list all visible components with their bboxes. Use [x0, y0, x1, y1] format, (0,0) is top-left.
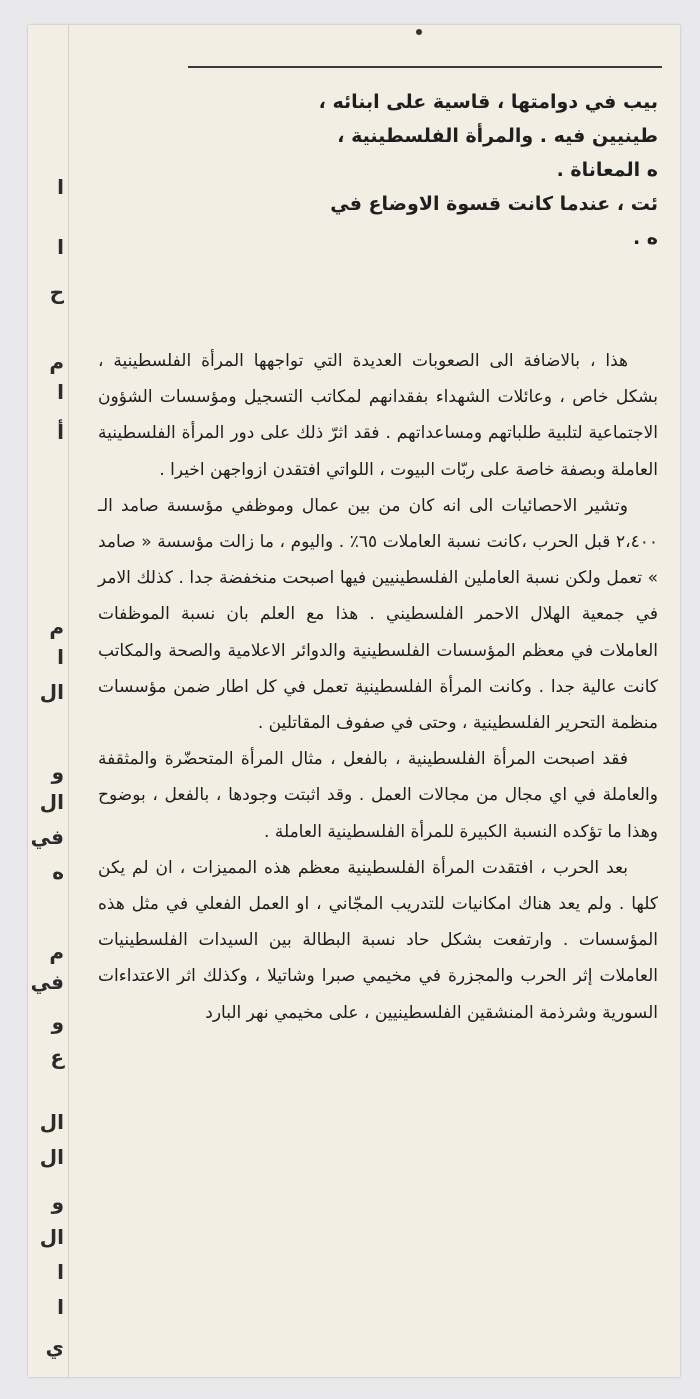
fragment-text: ا [57, 645, 64, 669]
column-rule [188, 66, 662, 68]
text-line: ه . [632, 227, 658, 249]
ink-dot [416, 29, 422, 35]
fragment-text: ا [57, 175, 64, 199]
fragment-text: ح [49, 280, 64, 304]
fragment-text: ا [57, 1260, 64, 1284]
fragment-text: م [49, 350, 64, 374]
text-line: ئت ، عندما كانت قسوة الاوضاع في [330, 193, 658, 215]
fragment-text: ال [39, 1225, 64, 1249]
fragment-text: ي [45, 1335, 64, 1359]
fragment-text: ال [39, 1145, 64, 1169]
paragraph: بعد الحرب ، افتقدت المرأة الفلسطينية معظم هذه المميزات ، ان لم يكن كلها . ولم يعد هناك امكانيات للتدريب المجّاني ، او العمل الفعلي في مثل هذه المؤسسات . وارتفعت بشكل حاد نسبة البطالة بين السيدات الفلسطينيات العاملات إثر الحرب والمجزرة في مخيمي صبرا وشاتيلا ، وكذلك اثر الاعتداءات السورية وشرذمة المنشقين الفلسطينيين ، على مخيمي نهر البارد [98, 857, 658, 1023]
fragment-text: في [30, 825, 64, 849]
fragment-text: ال [39, 680, 64, 704]
fragment-text: م [49, 940, 64, 964]
text-line: بيب في دوامتها ، قاسية على ابنائه ، [318, 91, 658, 113]
fragment-text: ع [50, 1045, 64, 1069]
fragment-text: ا [57, 235, 64, 259]
fragment-text: و [51, 760, 64, 784]
fragment-text: و [51, 1010, 64, 1034]
paragraph: وتشير الاحصائيات الى انه كان من بين عمال وموظفي مؤسسة صامد الـ ٢،٤٠٠ قبل الحرب ،كانت نسبة العاملات ٦٥٪ . واليوم ، ما زالت مؤسسة « صامد » تعمل ولكن نسبة العاملين الفلسطينيين فيها اصبحت منخفضة جدا . كذلك الامر في جمعية الهلال الاحمر الفلسطيني . هذا مع العلم بان نسبة الموظفات العاملات في معظم المؤسسات الفلسطينية والدوائر الاعلامية والصحة والمكاتب كانت عالية جدا . وكانت المرأة الفلسطينية تعمل في كل اطار ضمن مؤسسات منظمة التحرير الفلسطينية ، وحتى في صفوف المقاتلين . [98, 495, 658, 734]
text-line: طينيين فيه . والمرأة الفلسطينية ، [337, 125, 658, 147]
fragment-text: ال [39, 790, 64, 814]
fragment-text: ا [57, 380, 64, 404]
newspaper-clipping [28, 25, 680, 1377]
fragment-text: و [51, 1190, 64, 1214]
preceding-paragraph [68, 85, 658, 255]
article-body [98, 343, 658, 1031]
fragment-text: ا [57, 1295, 64, 1319]
adjacent-column-fragment [28, 25, 69, 1377]
fragment-text: أ [57, 420, 64, 444]
paragraph: هذا ، بالاضافة الى الصعوبات العديدة التي تواجهها المرأة الفلسطينية ، بشكل خاص ، وعائلات الشهداء بفقدانهم لمكاتب التسجيل ومؤسسات الشؤون الاجتماعية لتلبية طلباتهم ومساعداتهم . فقد اثرّ ذلك على دور المرأة الفلسطينية العاملة وبصفة خاصة على ربّات البيوت ، اللواتي افتقدن ازواجهن اخيرا . [98, 351, 658, 480]
fragment-text: في [30, 970, 64, 994]
fragment-text: ه [52, 860, 64, 884]
fragment-text: ال [39, 1110, 64, 1134]
text-line: ه المعاناة . [556, 159, 658, 181]
paragraph: فقد اصبحت المرأة الفلسطينية ، بالفعل ، مثال المرأة المتحضّرة والمثقفة والعاملة في اي مجال من مجالات العمل . وقد اثبتت وجودها ، بالفعل ، بوضوح وهذا ما تؤكده النسبة الكبيرة للمرأة الفلسطينية العاملة . [98, 749, 658, 842]
fragment-text: م [49, 615, 64, 639]
